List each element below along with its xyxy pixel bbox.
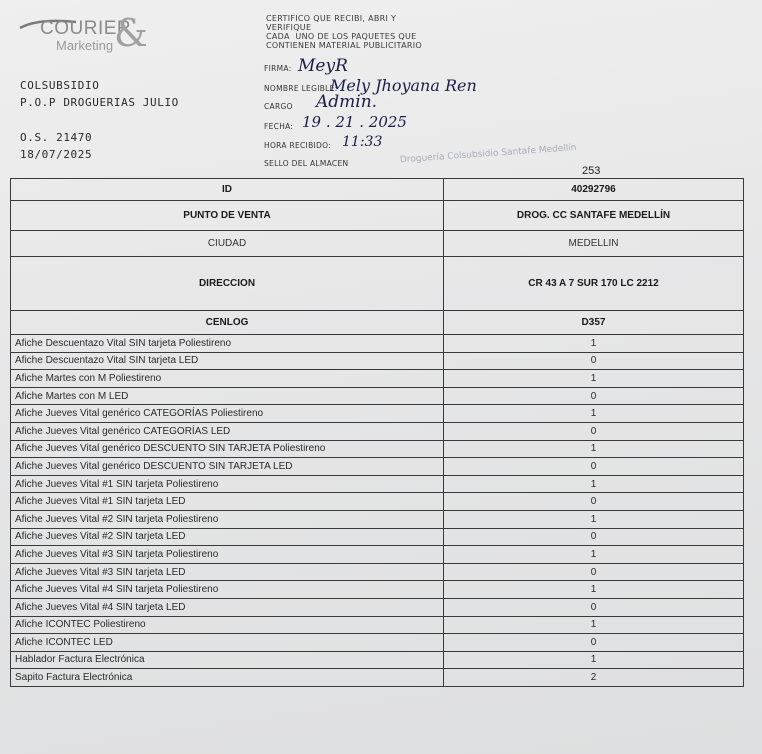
- item-row: [11, 422, 744, 440]
- client-name: COLSUBSIDIO: [20, 79, 100, 92]
- punto-venta-value: DROG. CC SANTAFE MEDELLÍN: [444, 201, 744, 231]
- client-subname: P.O.P DROGUERIAS JULIO: [20, 96, 179, 109]
- item-row: [11, 510, 744, 528]
- item-qty: 0: [444, 598, 744, 616]
- courier-marketing-logo: [18, 11, 148, 58]
- item-qty: 2: [444, 669, 744, 687]
- item-qty: 1: [444, 475, 744, 493]
- item-name: Afiche Jueves Vital #2 SIN tarjeta Poliestireno: [11, 510, 444, 528]
- item-qty: 1: [444, 616, 744, 634]
- item-name: Afiche Jueves Vital #4 SIN tarjeta LED: [11, 598, 444, 616]
- id-label: ID: [11, 179, 444, 201]
- item-qty: 0: [444, 528, 744, 546]
- item-row: [11, 634, 744, 652]
- hora-label: HORA RECIBIDO:: [264, 141, 331, 150]
- item-row: [11, 563, 744, 581]
- store-stamp: Droguería Colsubsidio Santafe Medellín: [399, 143, 577, 166]
- cargo-value: Admin.: [316, 92, 378, 112]
- item-qty: 1: [444, 370, 744, 388]
- item-row: [11, 528, 744, 546]
- item-row: [11, 387, 744, 405]
- cenlog-label: CENLOG: [11, 311, 444, 335]
- ciudad-label: CIUDAD: [11, 231, 444, 257]
- item-name: Afiche Jueves Vital genérico DESCUENTO SIN TARJETA LED: [11, 458, 444, 476]
- item-row: [11, 669, 744, 687]
- item-row: [11, 598, 744, 616]
- item-qty: 0: [444, 422, 744, 440]
- logo-ampersand: &: [114, 11, 148, 55]
- items-list: [11, 335, 744, 687]
- item-row: [11, 475, 744, 493]
- nombre-label: NOMBRE LEGIBLE:: [264, 84, 338, 93]
- direccion-value: CR 43 A 7 SUR 170 LC 2212: [444, 257, 744, 311]
- table-row: [11, 257, 744, 311]
- item-row: [11, 335, 744, 353]
- item-name: Sapito Factura Electrónica: [11, 669, 444, 687]
- item-row: [11, 440, 744, 458]
- table-row: [11, 201, 744, 231]
- item-name: Afiche Descuentazo Vital SIN tarjeta LED: [11, 352, 444, 370]
- item-row: [11, 352, 744, 370]
- item-qty: 1: [444, 510, 744, 528]
- fecha-value: 19 . 21 . 2025: [302, 113, 407, 131]
- item-qty: 0: [444, 493, 744, 511]
- order-number: O.S. 21470: [20, 131, 93, 144]
- item-qty: 1: [444, 335, 744, 353]
- item-name: Afiche Jueves Vital #2 SIN tarjeta LED: [11, 528, 444, 546]
- firma-label: FIRMA:: [264, 64, 292, 73]
- item-name: Afiche Jueves Vital #4 SIN tarjeta Poliestireno: [11, 581, 444, 599]
- item-name: Afiche ICONTEC Poliestireno: [11, 616, 444, 634]
- item-qty: 1: [444, 651, 744, 669]
- item-qty: 0: [444, 352, 744, 370]
- item-row: [11, 546, 744, 564]
- item-qty: 1: [444, 440, 744, 458]
- item-qty: 1: [444, 546, 744, 564]
- item-row: [11, 405, 744, 423]
- item-row: [11, 616, 744, 634]
- item-name: Afiche ICONTEC LED: [11, 634, 444, 652]
- table-row: [11, 179, 744, 201]
- item-qty: 0: [444, 634, 744, 652]
- item-qty: 1: [444, 405, 744, 423]
- sello-label: SELLO DEL ALMACEN: [264, 159, 349, 168]
- item-row: [11, 581, 744, 599]
- fecha-label: FECHA:: [264, 122, 294, 131]
- delivery-table: [10, 178, 744, 687]
- item-name: Afiche Martes con M LED: [11, 387, 444, 405]
- nombre-value: Mely Jhoyana Ren: [330, 76, 477, 95]
- logo-line2: Marketing: [56, 38, 114, 53]
- signature: MeyR: [298, 56, 348, 76]
- item-row: [11, 493, 744, 511]
- certificate-text: CERTIFICO QUE RECIBI, ABRI Y VERIFIQUE CADA UNO DE LOS PAQUETES QUE CONTIENEN MATERIAL PUBLICITARIO: [266, 14, 423, 50]
- page-number: 253: [582, 165, 601, 177]
- item-name: Afiche Jueves Vital genérico CATEGORÍAS LED: [11, 422, 444, 440]
- item-row: [11, 370, 744, 388]
- direccion-label: DIRECCION: [11, 257, 444, 311]
- item-name: Afiche Jueves Vital #3 SIN tarjeta LED: [11, 563, 444, 581]
- item-row: [11, 651, 744, 669]
- item-qty: 0: [444, 458, 744, 476]
- table-row: [11, 311, 744, 335]
- logo-line1: COURIER: [40, 18, 132, 39]
- item-qty: 0: [444, 563, 744, 581]
- item-name: Afiche Jueves Vital #1 SIN tarjeta LED: [11, 493, 444, 511]
- item-name: Afiche Jueves Vital #1 SIN tarjeta Poliestireno: [11, 475, 444, 493]
- hora-value: 11:33: [342, 134, 383, 150]
- item-qty: 0: [444, 387, 744, 405]
- item-qty: 1: [444, 581, 744, 599]
- item-name: Afiche Jueves Vital #3 SIN tarjeta Poliestireno: [11, 546, 444, 564]
- item-row: [11, 458, 744, 476]
- item-name: Hablador Factura Electrónica: [11, 651, 444, 669]
- cargo-label: CARGO: [264, 102, 293, 111]
- table-row: [11, 231, 744, 257]
- ciudad-value: MEDELLIN: [444, 231, 744, 257]
- cenlog-value: D357: [444, 311, 744, 335]
- punto-venta-label: PUNTO DE VENTA: [11, 201, 444, 231]
- item-name: Afiche Descuentazo Vital SIN tarjeta Poliestireno: [11, 335, 444, 353]
- order-date: 18/07/2025: [20, 148, 93, 161]
- id-value: 40292796: [444, 179, 744, 201]
- item-name: Afiche Jueves Vital genérico DESCUENTO SIN TARJETA Poliestireno: [11, 440, 444, 458]
- item-name: Afiche Jueves Vital genérico CATEGORÍAS Poliestireno: [11, 405, 444, 423]
- item-name: Afiche Martes con M Poliestireno: [11, 370, 444, 388]
